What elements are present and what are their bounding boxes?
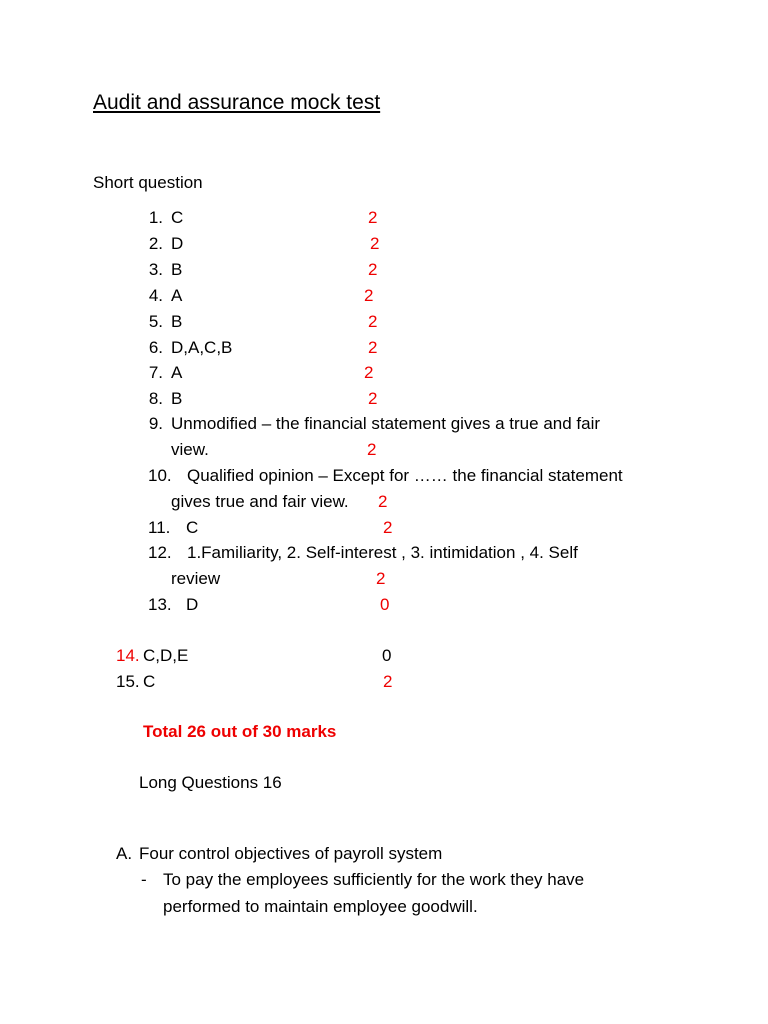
item-answer: A xyxy=(171,363,183,382)
item-number: 11. xyxy=(148,518,171,537)
total-score: Total 26 out of 30 marks xyxy=(143,722,337,741)
item-mark: 2 xyxy=(368,389,378,408)
item-answer-line1: Unmodified – the financial statement gives a true and fair xyxy=(171,414,601,433)
page-title: Audit and assurance mock test xyxy=(93,91,381,114)
long-questions-heading: Long Questions 16 xyxy=(139,773,282,792)
item-answer: C,D,E xyxy=(143,646,189,665)
item-answer-line1: 1.Familiarity, 2. Self-interest , 3. intimidation , 4. Self xyxy=(187,543,578,562)
item-mark: 2 xyxy=(367,440,377,459)
item-number: 1. xyxy=(148,208,163,227)
item-mark: 0 xyxy=(382,646,392,665)
item-mark: 0 xyxy=(380,595,390,614)
item-number: 5. xyxy=(148,312,163,331)
item-number: 8. xyxy=(148,389,163,408)
section-a-label: A. xyxy=(116,844,133,863)
item-mark: 2 xyxy=(376,569,386,588)
item-answer: B xyxy=(171,312,183,331)
item-mark: 2 xyxy=(364,363,374,382)
item-number: 7. xyxy=(148,363,163,382)
bullet-text-line1: To pay the employees sufficiently for the work they have xyxy=(163,870,585,889)
item-number: 6. xyxy=(148,338,163,357)
item-answer: B xyxy=(171,260,183,279)
section-a-text: Four control objectives of payroll system xyxy=(139,844,443,863)
item-number: 12. xyxy=(148,543,172,562)
item-answer-line2: review xyxy=(171,569,221,588)
item-number: 15. xyxy=(116,672,140,691)
item-answer-line2: gives true and fair view. xyxy=(171,492,349,511)
item-mark: 2 xyxy=(383,518,393,537)
item-mark: 2 xyxy=(364,286,374,305)
item-answer: C xyxy=(186,518,199,537)
item-number: 10. xyxy=(148,466,172,485)
item-answer: A xyxy=(171,286,183,305)
item-mark: 2 xyxy=(378,492,388,511)
item-mark: 2 xyxy=(368,338,378,357)
item-mark: 2 xyxy=(370,234,380,253)
item-answer-line1: Qualified opinion – Except for …… the financial statement xyxy=(187,466,623,485)
item-number: 9. xyxy=(148,414,163,433)
item-number: 13. xyxy=(148,595,172,614)
item-number: 2. xyxy=(148,234,163,253)
item-answer: D xyxy=(171,234,184,253)
item-answer-line2: view. xyxy=(171,440,209,459)
item-number: 4. xyxy=(148,286,163,305)
item-mark: 2 xyxy=(368,208,378,227)
item-number: 3. xyxy=(148,260,163,279)
item-answer: D xyxy=(186,595,199,614)
short-question-heading: Short question xyxy=(93,173,203,192)
item-answer: C xyxy=(171,208,184,227)
item-answer: D,A,C,B xyxy=(171,338,233,357)
bullet-text-line2: performed to maintain employee goodwill. xyxy=(163,897,478,916)
item-mark: 2 xyxy=(383,672,393,691)
item-number: 14. xyxy=(116,646,140,665)
bullet-dash: - xyxy=(141,870,147,889)
item-mark: 2 xyxy=(368,312,378,331)
item-answer: B xyxy=(171,389,183,408)
item-mark: 2 xyxy=(368,260,378,279)
item-answer: C xyxy=(143,672,156,691)
